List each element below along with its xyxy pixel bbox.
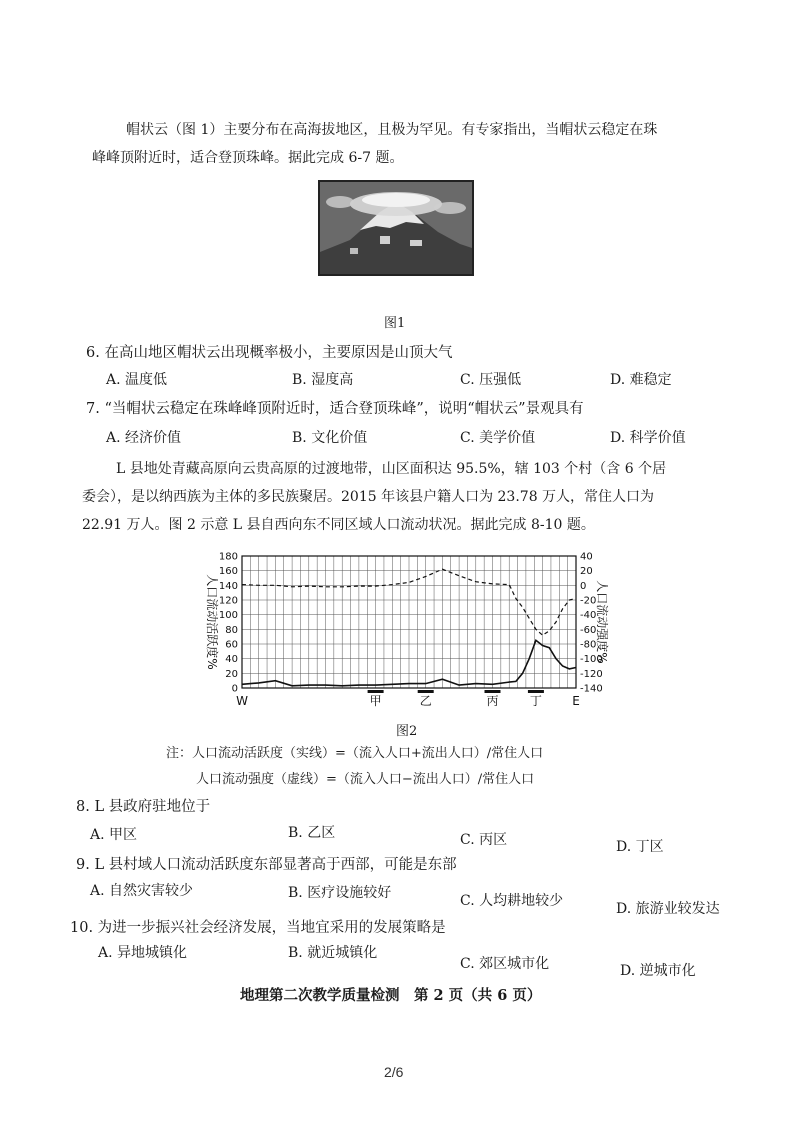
x-label: 乙 [419,694,432,708]
q8-stem: 8. L 县政府驻地位于 [76,799,211,815]
region-marker [418,690,434,693]
q8-option-c: C. 丙区 [460,832,508,848]
intro-line-2: 峰峰顶附近时，适合登顶珠峰。据此完成 6-7 题。 [92,150,404,166]
right-tick-label: -80 [580,639,597,651]
right-tick-label: 40 [580,551,593,563]
passage2-line-1: L 县地处青藏高原向云贵高原的过渡地带，山区面积达 95.5%，辖 103 个村（含 6 个居 [116,461,667,477]
left-tick-label: 40 [225,654,238,666]
cap-cloud-photo [318,180,474,276]
q10-option-a: A. 异地城镇化 [98,945,188,961]
right-tick-label: -20 [580,595,597,607]
right-tick-label: -60 [580,624,597,636]
q9-option-c: C. 人均耕地较少 [460,893,564,909]
left-tick-label: 0 [231,683,238,695]
x-label: 丙 [486,694,499,708]
page-number: 2/6 [384,1064,404,1080]
left-tick-label: 180 [218,551,238,563]
left-tick-label: 120 [218,595,238,607]
q6-option-a: A. 温度低 [106,372,168,388]
intro-line-1: 帽状云（图 1）主要分布在高海拔地区，且极为罕见。有专家指出，当帽状云稳定在珠 [126,122,658,138]
region-marker [368,690,384,693]
q7-option-d: D. 科学价值 [610,430,686,446]
q7-option-b: B. 文化价值 [292,430,368,446]
figure2-caption: 图2 [396,724,418,739]
q6-option-d: D. 难稳定 [610,372,672,388]
q9-option-d: D. 旅游业较发达 [616,901,720,917]
right-axis-label: 人口流动强度% [595,580,609,664]
region-marker [485,690,501,693]
q7-option-a: A. 经济价值 [106,430,182,446]
q8-option-b: B. 乙区 [288,825,336,841]
right-tick-label: 0 [580,580,587,592]
right-tick-label: -100 [580,654,603,666]
right-tick-label: -120 [580,668,603,680]
left-tick-label: 160 [218,566,238,578]
left-tick-label: 140 [218,580,238,592]
left-axis-label: 人口流动活跃度% [205,574,219,670]
q6-stem: 6. 在高山地区帽状云出现概率极小，主要原因是山顶大气 [86,345,453,361]
q10-stem: 10. 为进一步振兴社会经济发展，当地宜采用的发展策略是 [70,920,446,936]
right-tick-label: -140 [580,683,603,695]
passage2-line-3: 22.91 万人。图 2 示意 L 县自西向东不同区域人口流动状况。据此完成 8-10 题。 [82,517,595,533]
chart-grid [242,556,576,688]
q7-option-c: C. 美学价值 [460,430,536,446]
population-flow-chart [196,544,609,714]
page-footer: 地理第二次教学质量检测 第 2 页（共 6 页） [240,987,542,1004]
note-line-2: 人口流动强度（虚线）=（流入人口−流出人口）/常住人口 [196,772,535,787]
q6-option-b: B. 湿度高 [292,372,354,388]
q9-option-b: B. 医疗设施较好 [288,885,392,901]
left-tick-label: 20 [225,668,238,680]
x-axis-labels [236,690,580,708]
q10-option-b: B. 就近城镇化 [288,945,378,961]
q9-option-a: A. 自然灾害较少 [90,883,194,899]
q9-stem: 9. L 县村域人口流动活跃度东部显著高于西部，可能是东部 [76,857,457,873]
x-label: 甲 [369,694,382,708]
x-label: E [572,694,580,708]
x-label: 丁 [529,694,542,708]
region-marker [528,690,544,693]
left-tick-label: 60 [225,639,238,651]
q10-option-d: D. 逆城市化 [620,963,696,979]
q6-option-c: C. 压强低 [460,372,522,388]
left-axis-ticks [219,552,238,695]
right-tick-label: 20 [580,566,593,578]
figure1-caption: 图1 [384,316,406,331]
note-line-1: 注：人口流动活跃度（实线）=（流入人口+流出人口）/常住人口 [166,746,544,761]
q8-option-a: A. 甲区 [90,827,138,843]
q7-stem: 7. “当帽状云稳定在珠峰峰顶附近时，适合登顶珠峰”，说明“帽状云”景观具有 [86,401,584,417]
left-tick-label: 80 [225,624,238,636]
right-tick-label: -40 [580,610,597,622]
left-tick-label: 100 [218,610,238,622]
x-label: W [236,694,248,708]
q8-option-d: D. 丁区 [616,839,664,855]
q10-option-c: C. 郊区城市化 [460,956,550,972]
passage2-line-2: 委会），是以纳西族为主体的多民族聚居。2015 年该县户籍人口为 23.78 万人，常住人口为 [82,489,655,505]
